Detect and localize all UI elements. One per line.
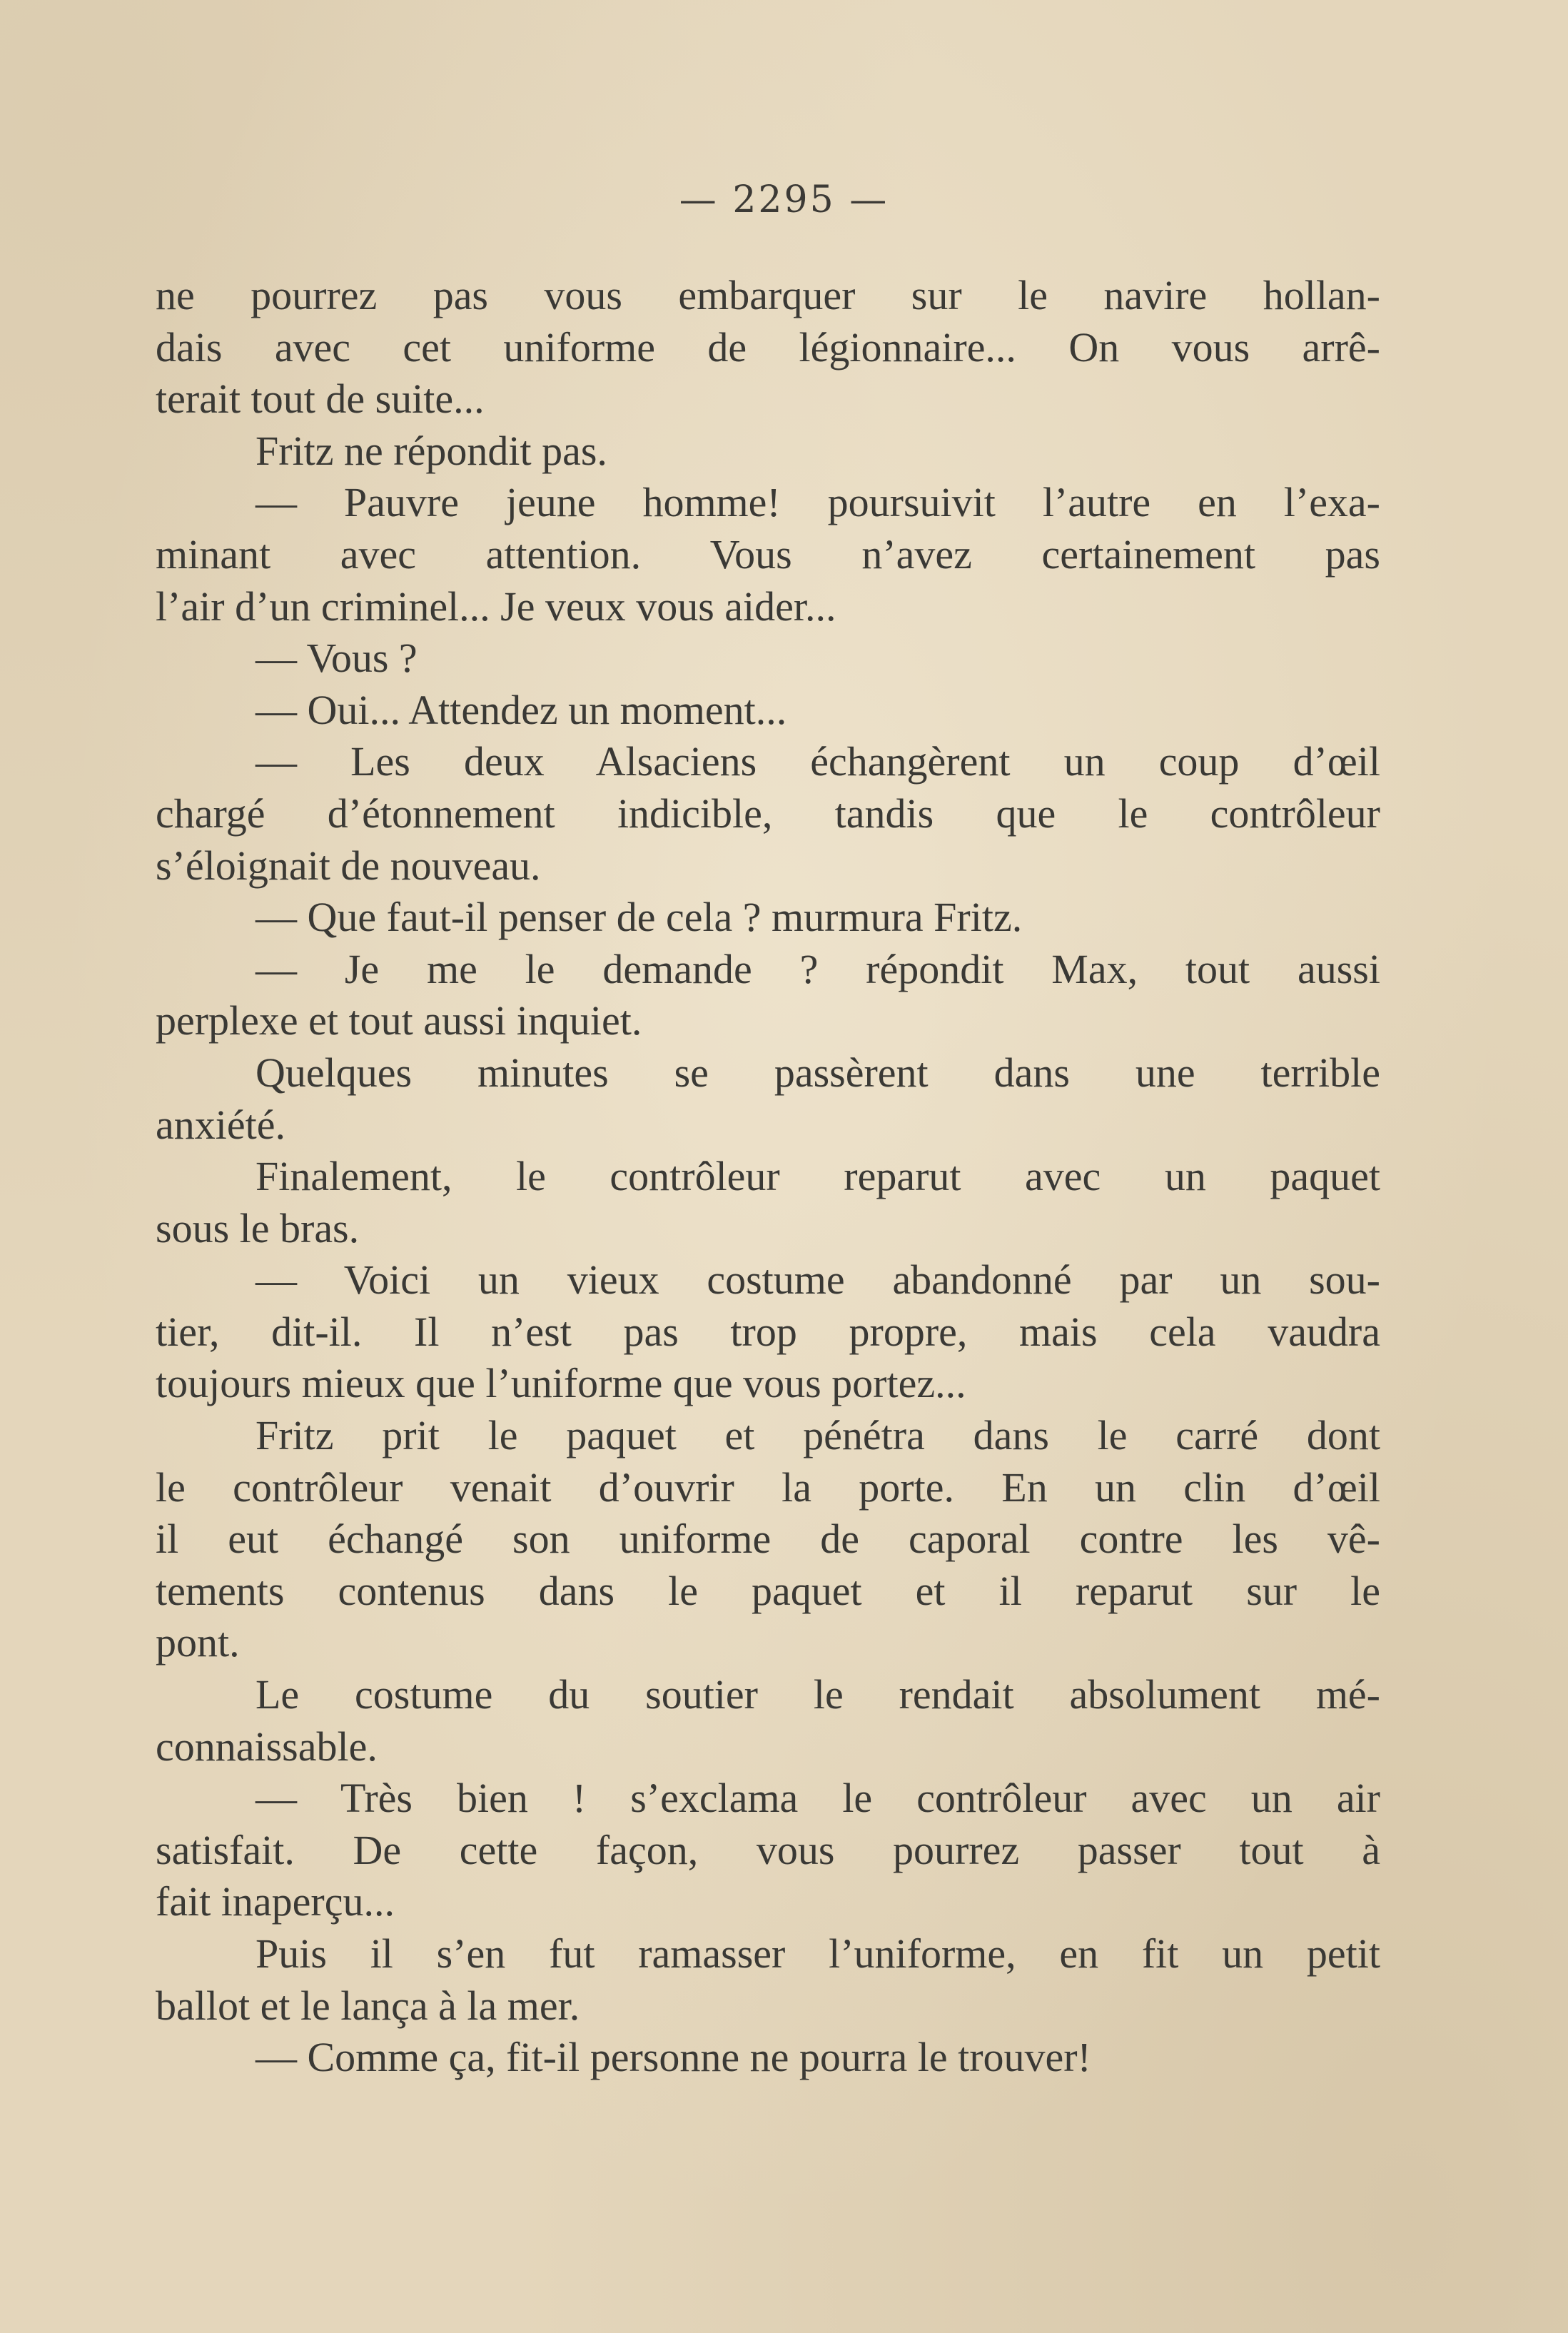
text-line: s’éloignait de nouveau. bbox=[156, 842, 541, 889]
text-line: perplexe et tout aussi inquiet. bbox=[156, 997, 642, 1044]
text-line: — Que faut-il penser de cela ? murmura Fritz. bbox=[256, 894, 1023, 941]
text-line: dais avec cet uniforme de légionnaire... On vous arrê- bbox=[156, 323, 1380, 371]
text-line: Le costume du soutier le rendait absolument mé- bbox=[256, 1671, 1380, 1718]
text-line: — Vous ? bbox=[256, 635, 418, 682]
text-line: le contrôleur venait d’ouvrir la porte. En un clin d’œil bbox=[156, 1463, 1380, 1511]
text-line: Finalement, le contrôleur reparut avec un paquet bbox=[256, 1153, 1380, 1200]
text-line: anxiété. bbox=[156, 1101, 285, 1148]
page-number: — 2295 — bbox=[679, 178, 889, 221]
text-line: sous le bras. bbox=[156, 1204, 360, 1251]
text-line: — Je me le demande ? répondit Max, tout aussi bbox=[256, 945, 1380, 992]
text-line: tements contenus dans le paquet et il reparut sur le bbox=[156, 1567, 1380, 1614]
text-line: il eut échangé son uniforme de caporal contre les vê- bbox=[156, 1516, 1380, 1563]
text-line: satisfait. De cette façon, vous pourrez passer tout à bbox=[156, 1826, 1380, 1873]
text-line: tier, dit-il. Il n’est pas trop propre, mais cela vaudra bbox=[156, 1308, 1380, 1355]
text-line: fait inaperçu... bbox=[156, 1878, 395, 1925]
text-line: Puis il s’en fut ramasser l’uniforme, en fit un petit bbox=[256, 1930, 1380, 1977]
text-line: — Pauvre jeune homme! poursuivit l’autre en l’exa- bbox=[256, 479, 1380, 526]
text-line: Fritz prit le paquet et pénétra dans le carré dont bbox=[256, 1412, 1380, 1459]
text-line: connaissable. bbox=[156, 1723, 378, 1770]
text-line: Quelques minutes se passèrent dans une terrible bbox=[256, 1049, 1380, 1096]
text-line: l’air d’un criminel... Je veux vous aider... bbox=[156, 583, 836, 630]
text-line: — Voici un vieux costume abandonné par un sou- bbox=[256, 1256, 1380, 1304]
body-text bbox=[156, 270, 1380, 2084]
text-line: terait tout de suite... bbox=[156, 376, 485, 423]
text-line: — Très bien ! s’exclama le contrôleur avec un air bbox=[256, 1775, 1380, 1822]
text-line: ballot et le lança à la mer. bbox=[156, 1982, 580, 2029]
text-line: ne pourrez pas vous embarquer sur le navire hollan- bbox=[156, 272, 1380, 318]
text-line: — Comme ça, fit-il personne ne pourra le trouver! bbox=[256, 2034, 1091, 2081]
text-line: — Oui... Attendez un moment... bbox=[256, 686, 787, 733]
text-line: chargé d’étonnement indicible, tandis que le contrôleur bbox=[156, 790, 1380, 837]
text-line: Fritz ne répondit pas. bbox=[256, 427, 607, 474]
text-line: minant avec attention. Vous n’avez certainement pas bbox=[156, 530, 1380, 578]
text-line: pont. bbox=[156, 1619, 240, 1666]
text-line: toujours mieux que l’uniforme que vous portez... bbox=[156, 1360, 966, 1407]
text-line: — Les deux Alsaciens échangèrent un coup d’œil bbox=[256, 738, 1380, 785]
